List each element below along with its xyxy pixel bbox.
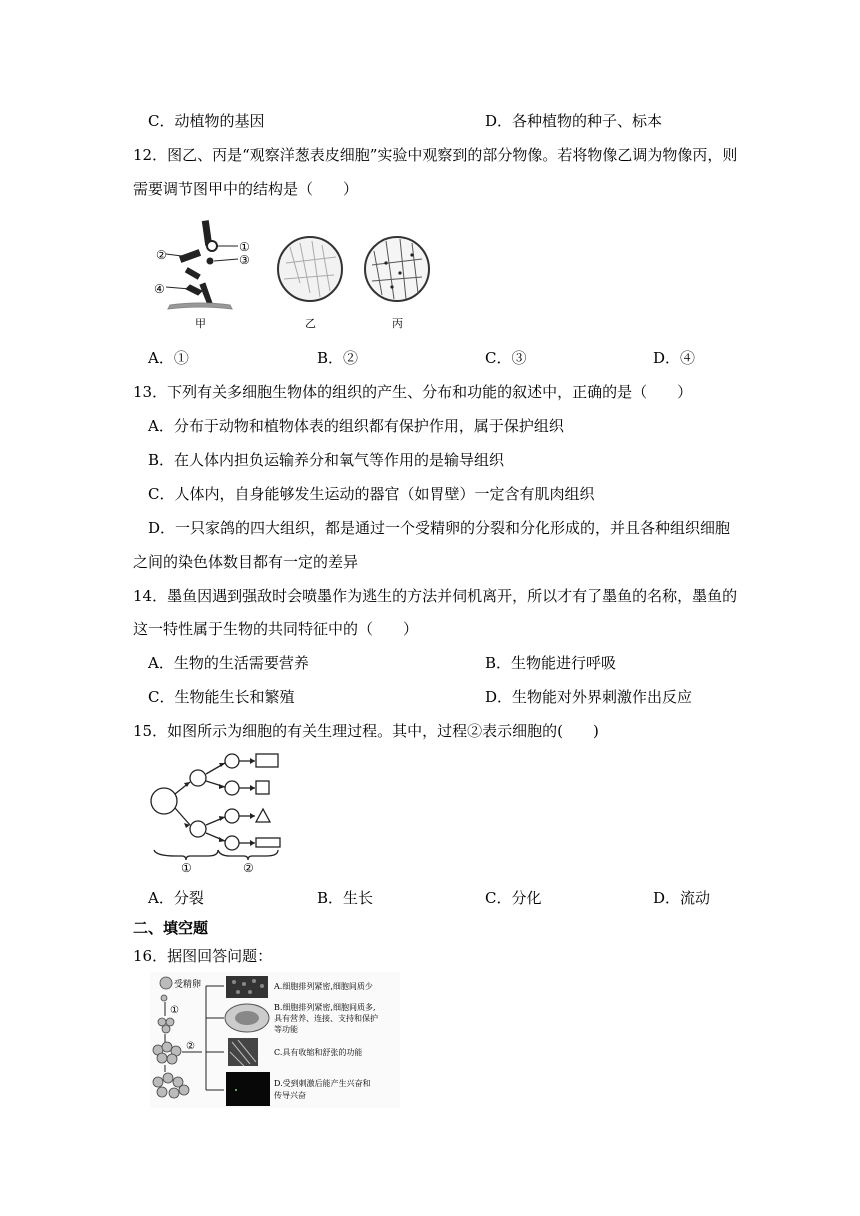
label-3: ③ <box>239 253 250 267</box>
q14-stem-line1: 14．墨鱼因遇到强敌时会喷墨作为逃生的方法并伺机离开，所以才有了墨鱼的名称，墨鱼的 <box>133 587 738 605</box>
q14-option-c: C．生物能生长和繁殖 <box>148 688 295 706</box>
q15-stem: 15．如图所示为细胞的有关生理过程。其中，过程②表示细胞的( ) <box>133 722 599 740</box>
q12-figure <box>150 213 440 331</box>
q12-option-a: A．① <box>148 349 189 367</box>
label-2: ② <box>156 248 167 262</box>
q14-option-b: B．生物能进行呼吸 <box>485 654 617 672</box>
q11-option-d: D．各种植物的种子、标本 <box>485 112 663 130</box>
q15-cell-process-diagram <box>146 750 286 876</box>
fertilized-egg-label: 受精卵 <box>174 980 202 990</box>
q13-option-b: B．在人体内担负运输养分和氧气等作用的是输导组织 <box>148 451 505 469</box>
q15-option-c: C．分化 <box>485 889 542 907</box>
tissue-d-text-2: 传导兴奋 <box>274 1091 306 1100</box>
tissue-c-text: C.具有收缩和舒张的功能 <box>274 1048 363 1057</box>
step-1-label: ① <box>170 1005 179 1016</box>
label-4: ④ <box>154 282 165 296</box>
microscope-drawing <box>166 221 238 309</box>
q11-option-c: C．动植物的基因 <box>148 112 265 130</box>
tissue-b-text-1: B.细胞排列紧密,细胞间质多, <box>274 1003 376 1012</box>
q13-option-a: A．分布于动物和植物体表的组织都有保护作用，属于保护组织 <box>148 417 564 435</box>
process-1-label: ① <box>181 861 192 875</box>
q12-option-c: C．③ <box>485 349 527 367</box>
section-heading: 二、填空题 <box>133 919 209 937</box>
q14-stem-line2: 这一特性属于生物的共同特征中的（ ） <box>133 620 419 638</box>
q12-option-b: B．② <box>317 349 359 367</box>
label-jia: 甲 <box>195 317 206 330</box>
tissue-d-image <box>226 1072 270 1106</box>
q13-option-c: C．人体内，自身能够发生运动的器官（如胃壁）一定含有肌肉组织 <box>148 485 595 503</box>
tissue-d-text-1: D.受到刺激后能产生兴奋和 <box>274 1079 371 1088</box>
q13-stem: 13．下列有关多细胞生物体的组织的产生、分布和功能的叙述中，正确的是（ ） <box>133 383 693 401</box>
process-2-label: ② <box>243 861 254 875</box>
view-yi <box>278 237 342 301</box>
q15-option-d: D．流动 <box>653 889 711 907</box>
q16-stem: 16．据图回答问题： <box>133 947 273 965</box>
q15-option-b: B．生长 <box>317 889 374 907</box>
q15-option-a: A．分裂 <box>148 889 204 907</box>
q14-option-a: A．生物的生活需要营养 <box>148 654 309 672</box>
q16-tissue-diagram <box>150 972 400 1108</box>
q12-stem-line2: 需要调节图甲中的结构是（ ） <box>133 180 359 198</box>
q12-option-d: D．④ <box>653 349 696 367</box>
label-yi: 乙 <box>305 317 316 330</box>
tissue-a-text: A.细胞排列紧密,细胞间质少 <box>274 982 373 991</box>
q14-option-d: D．生物能对外界刺激作出反应 <box>485 688 693 706</box>
label-1: ① <box>239 240 250 254</box>
q13-option-d-line1: D．一只家鸽的四大组织，都是通过一个受精卵的分裂和分化形成的，并且各种组织细胞 <box>148 519 731 537</box>
q12-stem-line1: 12．图乙、丙是“观察洋葱表皮细胞”实验中观察到的部分物像。若将物像乙调为物像丙，则 <box>133 146 738 164</box>
tissue-b-text-2: 具有营养、连接、支持和保护 <box>274 1014 378 1023</box>
step-2-label: ② <box>186 1041 195 1052</box>
q13-option-d-line2: 之间的染色体数目都有一定的差异 <box>133 553 359 571</box>
view-bing <box>365 237 429 301</box>
tissue-b-text-3: 等功能 <box>274 1025 298 1034</box>
label-bing: 丙 <box>392 317 403 330</box>
